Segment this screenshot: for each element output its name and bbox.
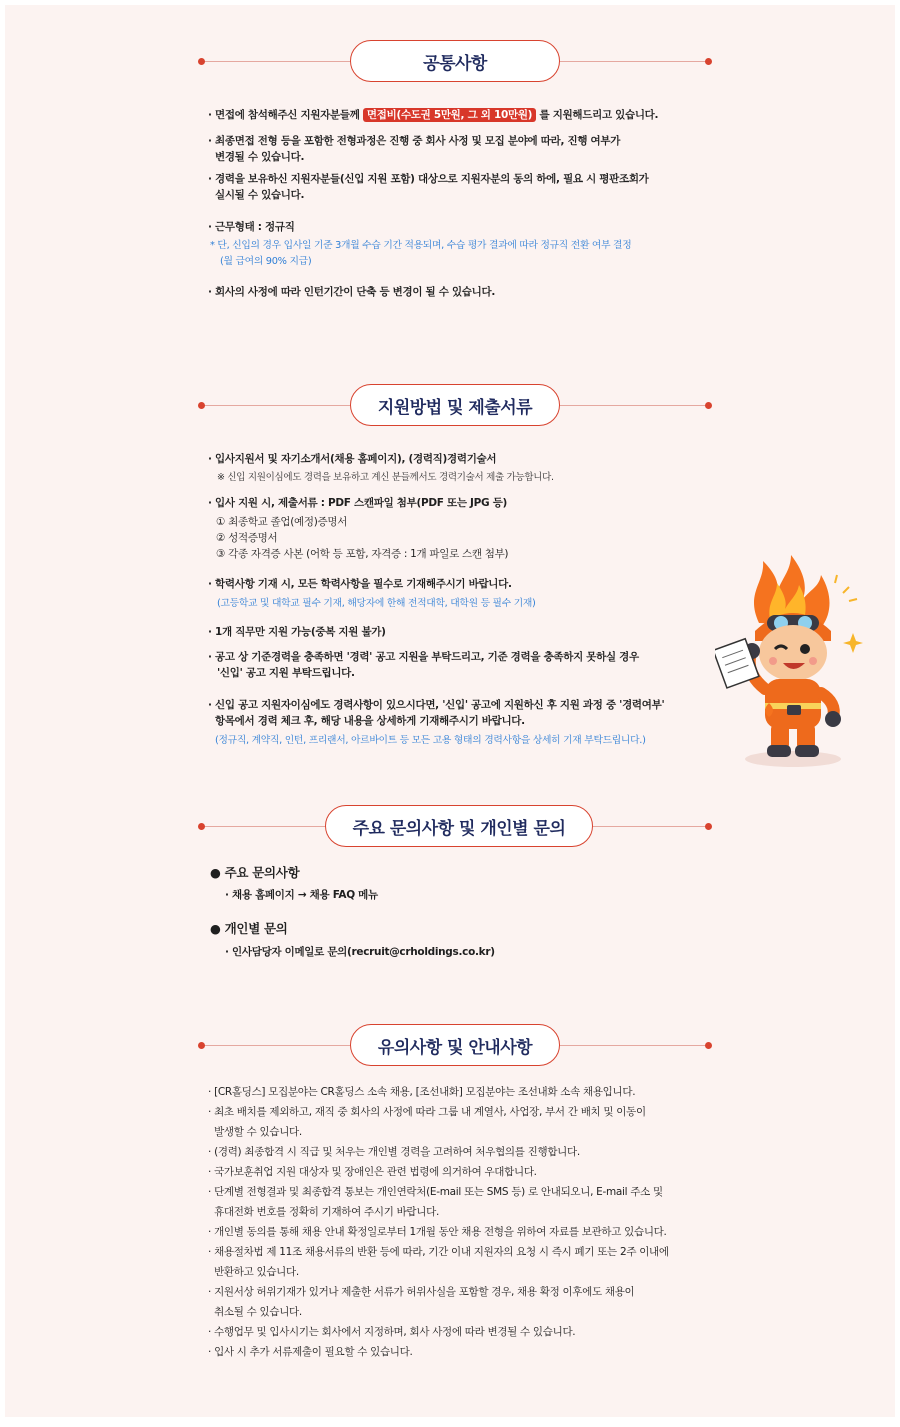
- common-p4: · 근무형태 : 정규직: [208, 221, 295, 233]
- notice-line: · 최초 배치를 제외하고, 재직 중 회사의 사정에 따라 그룹 내 계열사, 사업장, 부서 간 배치 및 이동이: [208, 1106, 646, 1118]
- notice-line: 반환하고 있습니다.: [208, 1266, 299, 1278]
- apply-a5-l2: '신입' 공고 지원 부탁드립니다.: [217, 667, 355, 679]
- apply-a1-note: ※ 신입 지원이심에도 경력을 보유하고 계신 분들께서도 경력기술서 제출 가능합니다.: [217, 472, 554, 483]
- interview-fee-highlight: 면접비(수도권 5만원, 그 외 10만원): [363, 108, 536, 122]
- apply-a1: · 입사지원서 및 자기소개서(채용 홈페이지), (경력직)경력기술서: [208, 453, 497, 465]
- notice-line: · [CR홀딩스] 모집분야는 CR홀딩스 소속 채용, [조선내화] 모집분야는 조선내화 소속 채용입니다.: [208, 1086, 636, 1098]
- notice-line: · 개인별 동의를 통해 채용 안내 확정일로부터 1개월 동안 채용 전형을 위하여 자료를 보관하고 있습니다.: [208, 1226, 667, 1238]
- apply-a5-l1: · 공고 상 기준경력을 충족하면 '경력' 공고 지원을 부탁드리고, 기준 경력을 충족하지 못하실 경우: [208, 651, 639, 663]
- notice-list: [208, 1082, 669, 1362]
- notice-line: · 입사 시 추가 서류제출이 필요할 수 있습니다.: [208, 1346, 413, 1358]
- notice-line: · 지원서상 허위기재가 있거나 제출한 서류가 허위사실을 포함할 경우, 채용 확정 이후에도 채용이: [208, 1286, 635, 1298]
- apply-a2: · 입사 지원 시, 제출서류 : PDF 스캔파일 첨부(PDF 또는 JPG 등): [208, 497, 508, 509]
- section-title: 지원방법 및 제출서류: [350, 384, 560, 426]
- notice-line: · 단계별 전형결과 및 최종합격 통보는 개인연락처(E-mail 또는 SMS 등) 로 안내되오니, E-mail 주소 및: [208, 1186, 663, 1198]
- common-p4-note1: * 단, 신입의 경우 입사일 기준 3개월 수습 기간 적용되며, 수습 평가 결과에 따라 정규직 전환 여부 결정: [210, 240, 632, 251]
- apply-a3: · 학력사항 기재 시, 모든 학력사항을 필수로 기재해주시기 바랍니다.: [208, 578, 512, 590]
- firefighter-mascot-icon: [715, 553, 865, 773]
- common-p1: · 면접에 참석해주신 지원자분들께 면접비(수도권 5만원, 그 외 10만원) 를 지원해드리고 있습니다.: [208, 109, 659, 121]
- notice-line: · (경력) 최종합격 시 직급 및 처우는 개인별 경력을 고려하여 처우협의를 진행합니다.: [208, 1146, 580, 1158]
- inquiry-main-item: · 채용 홈페이지 → 채용 FAQ 메뉴: [225, 889, 378, 901]
- inquiry-personal-item: · 인사담당자 이메일로 문의(recruit@crholdings.co.kr): [225, 946, 495, 958]
- notice-line: 취소될 수 있습니다.: [208, 1306, 302, 1318]
- notice-line: 휴대전화 번호를 정확히 기재하여 주시기 바랍니다.: [208, 1206, 440, 1218]
- notice-line: · 채용절차법 제 11조 채용서류의 반환 등에 따라, 기간 이내 지원자의 요청 시 즉시 폐기 또는 2주 이내에: [208, 1246, 669, 1258]
- common-p5: · 회사의 사정에 따라 인턴기간이 단축 등 변경이 될 수 있습니다.: [208, 286, 496, 298]
- apply-a2-item2: ② 성적증명서: [216, 532, 278, 544]
- apply-a6-note: (정규직, 계약직, 인턴, 프리랜서, 아르바이트 등 모든 고용 형태의 경력사항을 상세히 기재 부탁드립니다.): [215, 735, 646, 746]
- section-header-notice: [200, 1024, 710, 1068]
- common-p3-l2: 실시될 수 있습니다.: [215, 189, 305, 201]
- apply-a2-item1: ① 최종학교 졸업(예정)증명서: [216, 516, 348, 528]
- common-p2-l1: · 최종면접 전형 등을 포함한 전형과정은 진행 중 회사 사정 및 모집 분야에 따라, 진행 여부가: [208, 135, 621, 147]
- section-title: 유의사항 및 안내사항: [350, 1024, 560, 1066]
- inquiry-heading-personal: ● 개인별 문의: [210, 921, 288, 936]
- section-header-apply: [200, 384, 710, 428]
- apply-a3-note: (고등학교 및 대학교 필수 기재, 해당자에 한해 전적대학, 대학원 등 필수 기재): [217, 598, 536, 609]
- notice-line: 발생할 수 있습니다.: [208, 1126, 302, 1138]
- apply-a4: · 1개 직무만 지원 가능(중복 지원 불가): [208, 626, 386, 638]
- apply-a6-l1: · 신입 공고 지원자이심에도 경력사항이 있으시다면, '신입' 공고에 지원하신 후 지원 과정 중 '경력여부': [208, 699, 665, 711]
- section-header-common: [200, 40, 710, 84]
- page: [5, 5, 895, 1417]
- section-title: 주요 문의사항 및 개인별 문의: [325, 805, 593, 847]
- section-title: 공통사항: [350, 40, 560, 82]
- common-p4-note2: (월 급여의 90% 지급): [220, 256, 312, 267]
- section-header-inquiry: [200, 805, 710, 849]
- common-p2-l2: 변경될 수 있습니다.: [215, 151, 305, 163]
- apply-a2-item3: ③ 각종 자격증 사본 (어학 등 포함, 자격증 : 1개 파일로 스캔 첨부): [216, 548, 509, 560]
- apply-a6-l2: 항목에서 경력 체크 후, 해당 내용을 상세하게 기재해주시기 바랍니다.: [215, 715, 525, 727]
- notice-line: · 국가보훈취업 지원 대상자 및 장애인은 관련 법령에 의거하여 우대합니다.: [208, 1166, 537, 1178]
- notice-line: · 수행업무 및 입사시기는 회사에서 지정하며, 회사 사정에 따라 변경될 수 있습니다.: [208, 1326, 576, 1338]
- common-p3-l1: · 경력을 보유하신 지원자분들(신입 지원 포함) 대상으로 지원자분의 동의 하에, 필요 시 평판조회가: [208, 173, 649, 185]
- inquiry-heading-main: ● 주요 문의사항: [210, 865, 300, 880]
